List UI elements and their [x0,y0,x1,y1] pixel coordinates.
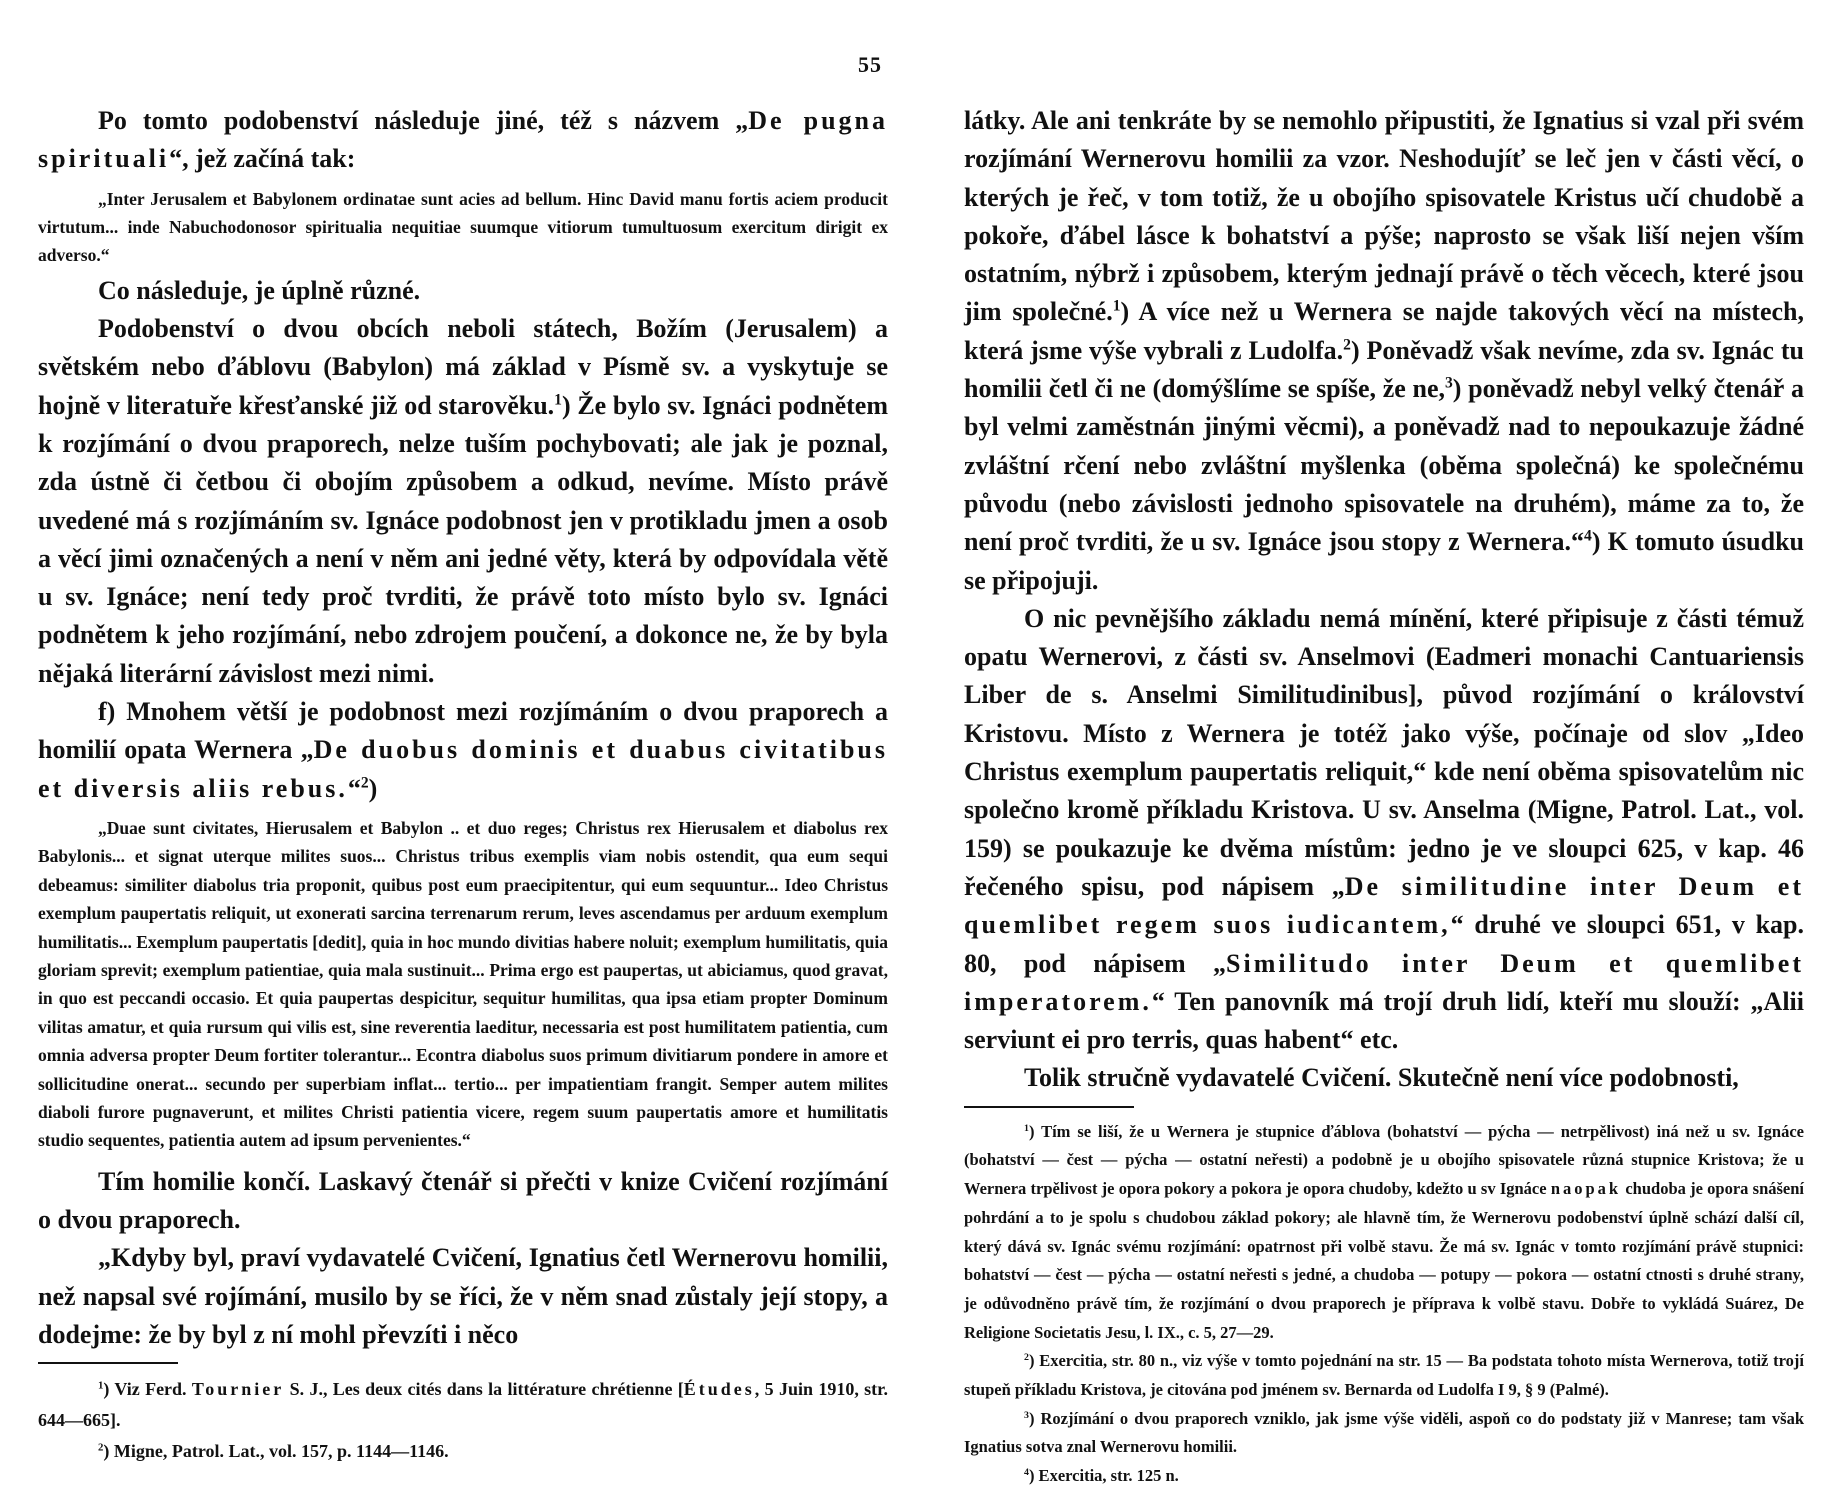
text-run: Podobenství o dvou obcích neboli státech, Božím (Jerusalem) a světském nebo ďáblovu (Babylon) má základ v Písmě sv. a vyskytuje se hojně v literatuře křesťanské již od starověku. [38,314,888,420]
footnote-ref: 2 [1343,336,1351,354]
footnote-number: 1 [98,1379,104,1392]
footnote-number: 3 [1024,1409,1029,1421]
footnote-divider [964,1106,1134,1108]
right-paragraph-3: Tolik stručně vydavatelé Cvičení. Skutečně není více podobnosti, [1024,1063,1739,1093]
left-column [38,102,888,1467]
spaced-title: Similitudo inter Deum et quemlibet imperatorem. [964,948,1804,1016]
right-footnote-1 [964,1118,1804,1348]
text-run: ) A více než u Wernera se najde takových věcí na místech, která jsme výše vybrali z Ludolfa. [964,297,1804,365]
right-column [964,102,1804,1491]
left-paragraph-1 [38,102,888,179]
right-footnote-4 [964,1462,1804,1491]
text-run: ) Migne, Patrol. Lat., vol. 157, p. 1144—1146. [103,1441,449,1462]
text-run: ) poněvadž nebyl velký čtenář a byl velmi zaměstnán jinými věcmi), a poněvadž nad to nepoukazuje žádné zvláštní rčení nebo zvláštní myšlenka (oběma společná) ke společnému původu (nebo závislosti jednoho spisovatele na druhém), máme za to, že není proč tvrditi, že u sv. Ignáce jsou stopy z Wernera.“ [964,374,1805,557]
text-run: “ druhé ve sloupci 651, v kap. 80, pod nápisem „ [964,910,1804,978]
text-run: Po tomto podobenství následuje jiné, též s názvem „ [98,106,749,135]
page-number: 55 [858,52,882,77]
right-footnote-3 [964,1405,1804,1462]
spaced-title: De duobus dominis et duabus civitatibus et diversis aliis rebus. [38,735,888,803]
left-footnote-2 [38,1436,888,1467]
text-run: ) Rozjímání o dvou praporech vzniklo, jak jsme výše viděli, aspoň co do podstaty již v Manrese; tam však Ignatius sotva znal Wernerovu homilii. [964,1408,1804,1457]
spaced-title: De pugna spirituali [38,106,888,174]
footnote-ref: 4 [1584,527,1592,545]
footnote-ref: 3 [1445,374,1453,392]
text-run: S. J., Les deux cités dans la littérature chrétienne [ [284,1379,684,1400]
text-run: ) [368,773,378,803]
left-paragraph-2: Co následuje, je úplně různé. [98,275,421,305]
footnote-number: 4 [1024,1467,1029,1479]
left-quote-2: „Duae sunt civitates, Hierusalem et Babylon .. et duo reges; Christus rex Hierusalem et diabolus rex Babylonis... et signat uterque milites suos... Christus tribus exemplis viam nobis ostendit, qua eum sequi debeamus: similiter diabolus tria proponit, quibus post eum praecipitentur, qui eum sequuntur... Ideo Christus exemplum paupertatis reliquit, ut exonerati sarcina terrenarum rerum, leves ascendamus per arduum exemplum humilitatis... Exemplum paupertatis [dedit], quia in hoc mundo divitias habere noluit; exemplum humilitatis, quia gloriam sprevit; exemplum patientiae, quia mala sustinuit... Prima ergo est paupertas, ut abiciamus, quod gravat, in quo est peccandi occasio. Et quia paupertas despicitur, sequitur humilitas, qua ipsa etiam propter Dominum vilitas amatur, et quia rursum qui vilis est, sine reverentia laeditur, necessaria est post humilitatem patientia, cum omnia adversa propter Deum fortiter tolerantur... Econtra diabolus suos primum divitiarum pondere in amore et sollicitudine onerat... secundo per superbiam inflat... tertio... per impatientiam frangit. Semper autem milites diaboli furore pugnaverunt, et milites Christi patientia vicere, regem suum paupertatis amore et humilitatis studio sequentes, patientia autem ad ipsum pervenientes.“ [38,817,888,1151]
text-run: “ Ten panovník má trojí druh lidí, kteří mu slouží: „Alii serviunt ei pro terris, quas habent“ etc. [964,986,1804,1055]
left-quote-1: „Inter Jerusalem et Babylonem ordinatae sunt acies ad bellum. Hinc David manu fortis aciem producit virtutum... inde Nabuchodonosor spiritualia nequitiae suumque vitiorum tumultuosum exercitum dirigit ex adverso.“ [38,188,888,266]
spaced-name: Tournier [191,1379,285,1400]
footnote-number: 2 [1024,1352,1029,1364]
text-run: O nic pevnějšího základu nemá mínění, které připisuje z části témuž opatu Wernerovi, z části sv. Anselmovi (Eadmeri monachi Cantuariensis Liber de s. Anselmi Similitudinibus], původ rozjímání o království Kristovu. Místo z Wernera je totéž jako výše, počínaje od slov „Ideo Christus exemplum paupertatis reliquit,“ kde není oběma spisovatelům nic společno kromě příkladu Kristova. U sv. Anselma (Migne, Patrol. Lat., vol. 159) se poukazuje ke dvěma místům: jedno je ve sloupci 625, v kap. 46 řečeného spisu, pod nápisem „ [964,603,1804,901]
footnote-ref: 1 [1112,298,1121,316]
left-paragraph-3 [38,310,888,693]
left-paragraph-6: „Kdyby byl, praví vydavatelé Cvičení, Ignatius četl Wernerovu homilii, než napsal své rojímání, musilo by se říci, že v něm snad zůstaly její stopy, a dodejme: že by byl z ní mohl převzíti i něco [38,1243,888,1350]
text-run: ) Viz Ferd. [103,1379,192,1400]
text-run: chudoba je opora snášení pohrdání a to je spolu s chudobou základ pokory; ale hlavně tím, že Wernerovu podobenství úplně schází další cíl, který dává sv. Ignác svému rozjímání: opatrnost při volbě stavu. Že má sv. Ignác v tomto rozjímání právě stupnici: bohatství — čest — pýcha — ostatní neřesti s jedné, a chudoba — potupy — pokora — ostatní ctnosti s druhé strany, je odůvodněno právě tím, že rozjímání o dvou praporech je příprava k volbě stavu. Dobře to vykládá Suárez, De Religione Societatis Jesu, l. IX., c. 5, 27—29. [964,1179,1804,1342]
footnote-number: 1 [1024,1122,1029,1134]
footnote-ref: 1 [554,391,562,409]
right-paragraph-1 [964,102,1804,600]
footnote-ref: 2 [360,774,369,792]
left-paragraph-5: Tím homilie končí. Laskavý čtenář si přečti v knize Cvičení rozjímání o dvou praporech. [38,1166,888,1235]
footnote-number: 2 [98,1441,104,1454]
spaced-title: Études [683,1379,755,1400]
text-run: ) Že bylo sv. Ignáci podnětem k rozjímání o dvou praporech, nelze tuším pochybovati; ale jak je poznal, zda ústně či četbou či obojím způsobem a odkud, nevíme. Místo právě uvedené má s rozjímáním sv. Ignáce podobnost jen v protikladu jmen a osob a věcí jimi označených a není v něm ani jedné věty, která by odpovídala větě u sv. Ignáce; není tedy proč tvrditi, že právě toto místo bylo sv. Ignáci podnětem k jeho rozjímání, nebo zdrojem poučení, a dokonce ne, že by byla nějaká literární závislost mezi nimi. [38,390,888,688]
left-paragraph-4 [38,693,888,808]
spaced-title: De similitudine inter Deum et quemlibet regem suos iudicantem, [964,871,1804,940]
text-run: ) Tím se liší, že u Wernera je stupnice ďáblova (bohatství — pýcha — netrpělivost) iná než u sv. Ignáce (bohatství — čest — pýcha — ostatní neřesti) a podobně je u obojího spisovatele různá stupnice Kristova; že u Wernera trpělivost je opora pokory a pokora je opora chudoby, kdežto u sv Ignáce [964,1121,1804,1199]
text-run: ) Poněvadž však nevíme, zda sv. Ignác tu homilii četl či ne (domýšlíme se spíše, že ne, [964,335,1804,404]
text-run: , 5 Juin 1910, str. 644—665]. [38,1379,888,1431]
text-run: “, jež začíná tak: [169,144,356,174]
left-footnote-1 [38,1374,888,1436]
right-footnote-2 [964,1347,1804,1404]
text-run: látky. Ale ani tenkráte by se nemohlo připustiti, že Ignatius si vzal při svém rozjímání Wernerovu homilii za vzor. Neshodujíť se leč jen v části věcí, o kterých je řeč, v tom totiž, že u obojího spisovatele Kristus učí chudobě a pokoře, ďábel lásce k bohatství a pýše; naprosto se však liší nejen vším ostatním, nýbrž i způsobem, kterým jednají právě o těch věcech, které jsou jim společné. [964,106,1804,327]
spaced-word: naopak [1550,1179,1622,1199]
footnote-divider [38,1362,178,1364]
text-run: ) Exercitia, str. 80 n., viz výše v tomto pojednání na str. 15 — Ba podstata tohoto místa Wernerova, totiž trojí stupeň příkladu Kristova, je citována pod jménem sv. Bernarda od Ludolfa I 9, § 9 (Palmé). [964,1351,1804,1400]
text-run: f) Mnohem větší je podobnost mezi rozjímáním o dvou praporech a homilií opata Wernera „ [38,697,888,765]
text-run: ) K tomuto úsudku se připojuji. [964,527,1804,595]
text-run: ) Exercitia, str. 125 n. [1028,1466,1179,1486]
right-paragraph-2 [964,600,1804,1060]
text-run: “ [347,773,361,803]
